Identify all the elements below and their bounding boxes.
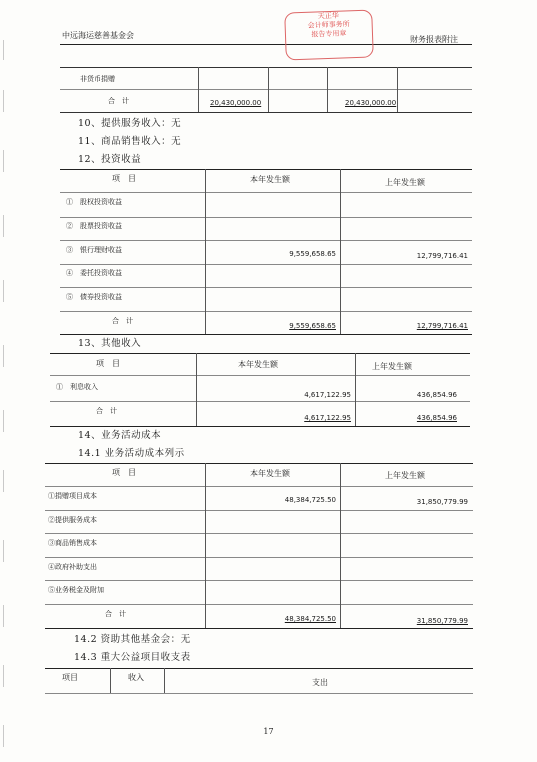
page-number: 17 [263,727,274,736]
section-11-heading: 11、商品销售收入：无 [78,136,182,147]
investment-header-prior: 上年发生额 [385,178,425,187]
cost-row-label: ③商品销售成本 [48,539,97,547]
major-header-item: 项目 [62,673,78,682]
donation-total-label: 合 计 [108,97,129,105]
other-header-current: 本年发生额 [238,360,278,369]
cost-header-item: 项 目 [112,468,136,477]
donation-total-value-2: 20,430,000.00 [345,99,397,107]
other-total-prior: 436,854.96 [416,414,457,422]
cost-total-prior: 31,850,779.99 [416,617,468,625]
donation-row-label: 非货币捐赠 [80,75,115,83]
accounting-firm-stamp: 天正华 会计师事务所 报告专用章 [284,9,374,60]
investment-total-label: 合 计 [112,317,133,325]
cost-row-label: ④政府补助支出 [48,563,97,571]
cost-row-label: ①捐赠项目成本 [48,492,97,500]
cost-total-current: 48,384,725.50 [284,615,336,623]
investment-row-label: ④ 委托投资收益 [66,269,122,277]
section-14-heading: 14、业务活动成本 [78,430,162,441]
investment-total-prior: 12,799,716.41 [416,322,468,330]
major-header-expense: 支出 [312,678,328,687]
section-14-3-heading: 14.3 重大公益项目收支表 [74,652,191,663]
investment-row-prior-value: 12,799,716.41 [416,252,468,260]
investment-row-label: ② 股票投资收益 [66,222,122,230]
other-header-prior: 上年发生额 [372,362,412,371]
other-row-label: ① 利息收入 [56,383,98,391]
other-total-label: 合 计 [96,407,117,415]
major-header-income: 收入 [128,673,144,682]
other-row-current-value: 4,617,122.95 [304,391,351,399]
section-14-1-heading: 14.1 业务活动成本列示 [78,448,185,459]
cost-row-label: ②提供服务成本 [48,516,97,524]
header-rule [60,44,472,45]
other-total-current: 4,617,122.95 [304,414,351,422]
donation-total-value-1: 20,430,000.00 [210,99,262,107]
other-row-prior-value: 436,854.96 [416,391,457,399]
investment-row-label: ① 股权投资收益 [66,198,122,206]
investment-header-item: 项 目 [112,174,136,183]
section-14-2-heading: 14.2 资助其他基金会：无 [74,634,191,645]
cost-row-label: ⑤业务税金及附加 [48,586,104,594]
cost-header-current: 本年发生额 [250,469,290,478]
investment-total-current: 9,559,658.65 [289,322,336,330]
investment-header-current: 本年发生额 [250,175,290,184]
investment-row-label: ⑤ 债券投资收益 [66,293,122,301]
header-report-title: 财务报表附注 [410,35,458,44]
section-13-heading: 13、其他收入 [78,338,142,349]
cost-total-label: 合 计 [105,610,126,618]
other-header-item: 项 目 [96,359,120,368]
header-org-name: 中远海运慈善基金会 [62,31,134,40]
investment-row-current-value: 9,559,658.65 [289,250,336,258]
cost-header-prior: 上年发生额 [385,471,425,480]
investment-row-label: ③ 银行理财收益 [66,246,122,254]
cost-row-prior-value: 31,850,779.99 [416,498,468,506]
section-10-heading: 10、提供服务收入：无 [78,118,182,129]
section-12-heading: 12、投资收益 [78,154,142,165]
cost-row-current-value: 48,384,725.50 [284,496,336,504]
